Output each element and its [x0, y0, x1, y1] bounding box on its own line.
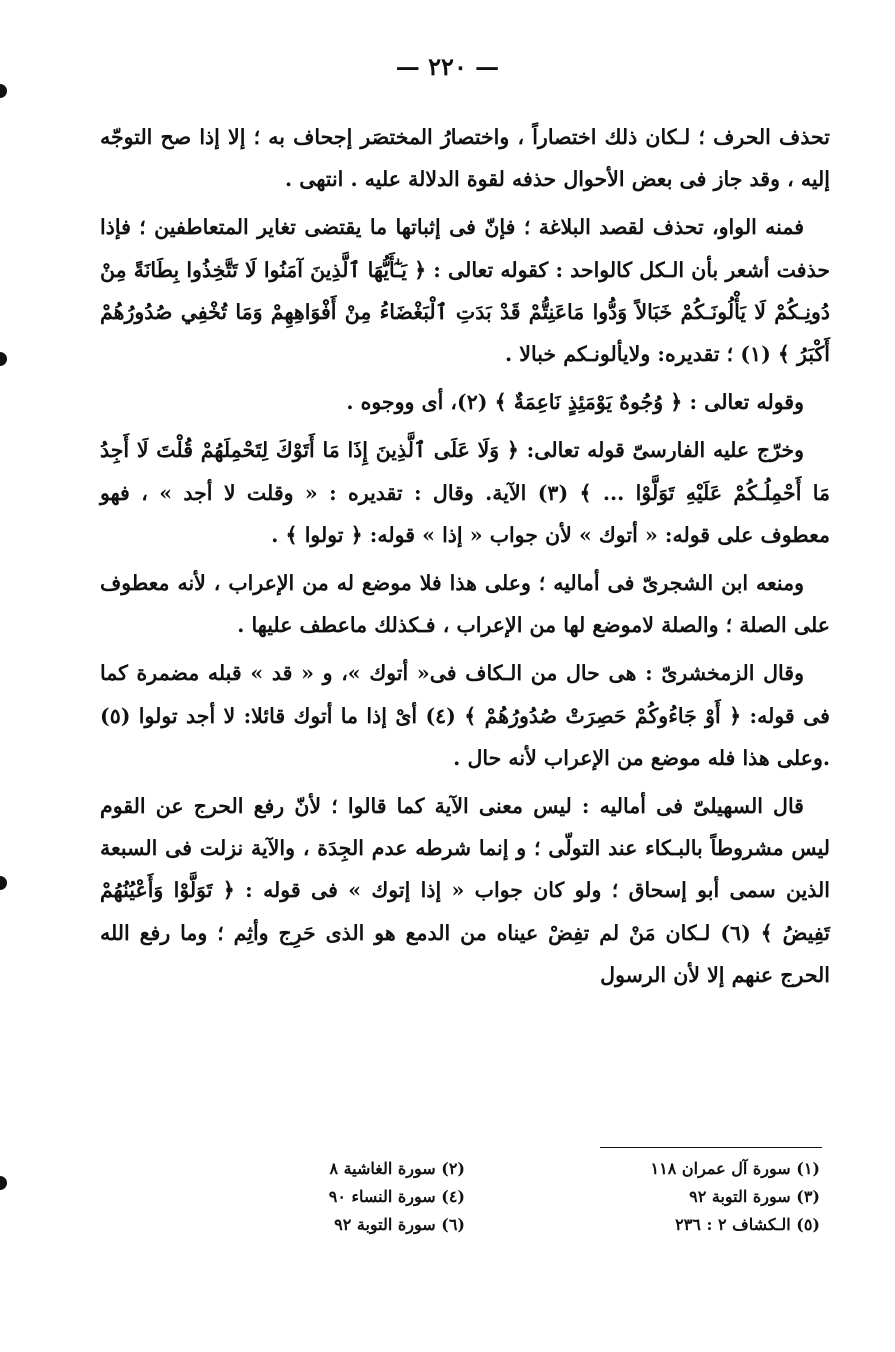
paragraph: وقوله تعالى : ﴿ وُجُوهٌ يَوْمَئِذٍ نَاعِمَةٌ ﴾ (٢)، أى ووجوه . [346, 390, 804, 415]
paragraph: ومنعه ابن الشجرىّ فى أماليه ؛ وعلى هذا فلا موضع له من الإعراب ، لأنه معطوف على الصلة ؛ والصلة لاموضع لها من الإعراب ، فـكذلك ماعطف عليها . [100, 571, 830, 638]
paragraph: وخرّج عليه الفارسىّ قوله تعالى: ﴿ وَلَا عَلَى ٱلَّذِينَ إِذَا مَا أَتَوْكَ لِتَحْمِلَهُمْ قُلْتَ لَا أَجِدُ مَا أَحْمِلُـكُمْ عَلَيْهِ تَوَلَّوْا ... ﴾ (٣) الآية. وقال : تقديره : « وقلت لا أجد » ، فهو معطوف على قوله: « أتوك » لأن جواب « إذا » قوله: ﴿ تولوا ﴾ . [100, 438, 830, 547]
scan-edge-mark [0, 352, 7, 366]
footnote: (٢) سورة الغاشية ٨ [329, 1159, 465, 1178]
footnote-divider [600, 1147, 822, 1148]
footnote: (٥) الـكشاف ٢ : ٢٣٦ [675, 1215, 820, 1234]
scan-edge-mark [0, 84, 7, 98]
page-number: — ٢٢٠ — [395, 52, 500, 81]
paragraph: تحذف الحرف ؛ لـكان ذلك اختصاراً ، واختصارُ المختصَر إجحاف به ؛ إلا إذا صح التوجّه إليه ، وقد جاز فى بعض الأحوال حذفه لقوة الدلالة عليه . انتهى . [100, 125, 830, 192]
paragraph: وقال الزمخشرىّ : هى حال من الـكاف فى« أتوك »، و « قد » قبله مضمرة كما فى قوله: ﴿ أَوْ جَاءُوكُمْ حَصِرَتْ صُدُورُهُمْ ﴾ (٤) أىْ إذا ما أتوك قائلا: لا أجد تولوا (٥) .وعلى هذا فله موضع من الإعراب لأنه حال . [100, 661, 830, 770]
scan-edge-mark [0, 1176, 7, 1190]
footnote: (٣) سورة التوبة ٩٢ [689, 1187, 820, 1206]
footnote: (٦) سورة التوبة ٩٢ [334, 1215, 465, 1234]
footnote: (١) سورة آل عمران ١١٨ [650, 1159, 820, 1178]
footnote: (٤) سورة النساء ٩٠ [328, 1187, 465, 1206]
main-text [100, 116, 830, 1002]
scan-edge-mark [0, 876, 7, 890]
footnotes [150, 1156, 820, 1238]
paragraph: قال السهيلىّ فى أماليه : ليس معنى الآية كما قالوا ؛ لأنّ رفع الحرج عن القوم ليس مشروطاً بالبـكاء عند التولّى ؛ و إنما شرطه عدم الجِدَة ، والآية نزلت فى السبعة الذين سمى أبو إسحاق ؛ ولو كان جواب « إذا إتوك » فى قوله : ﴿ تَوَلَّوْا وَأَعْيُنُهُمْ تَفِيضُ ﴾ (٦) لـكان مَنْ لم تفِضْ عيناه من الدمع هو الذى حَرِج وأثِم ؛ وما رفع الله الحرج عنهم إلا لأن الرسول [100, 794, 830, 987]
paragraph: فمنه الواو، تحذف لقصد البلاغة ؛ فإنّ فى إثباتها ما يقتضى تغاير المتعاطفين ؛ فإذا حذفت أشعر بأن الـكل كالواحد : كقوله تعالى : ﴿ يَـٰٓأَيُّهَا ٱلَّذِينَ آمَنُوا لَا تَتَّخِذُوا بِطَانَةً مِنْ دُونِـكُمْ لَا يَأْلُونَـكُمْ خَبَالاً وَدُّوا مَاعَنِتُّمْ قَدْ بَدَتِ ٱلْبَغْضَاءُ مِنْ أَفْوَاهِهِمْ وَمَا تُخْفِي صُدُورُهُمْ أَكْبَرُ ﴾ (١) ؛ تقديره: ولايألونـكم خبالا . [100, 215, 830, 367]
